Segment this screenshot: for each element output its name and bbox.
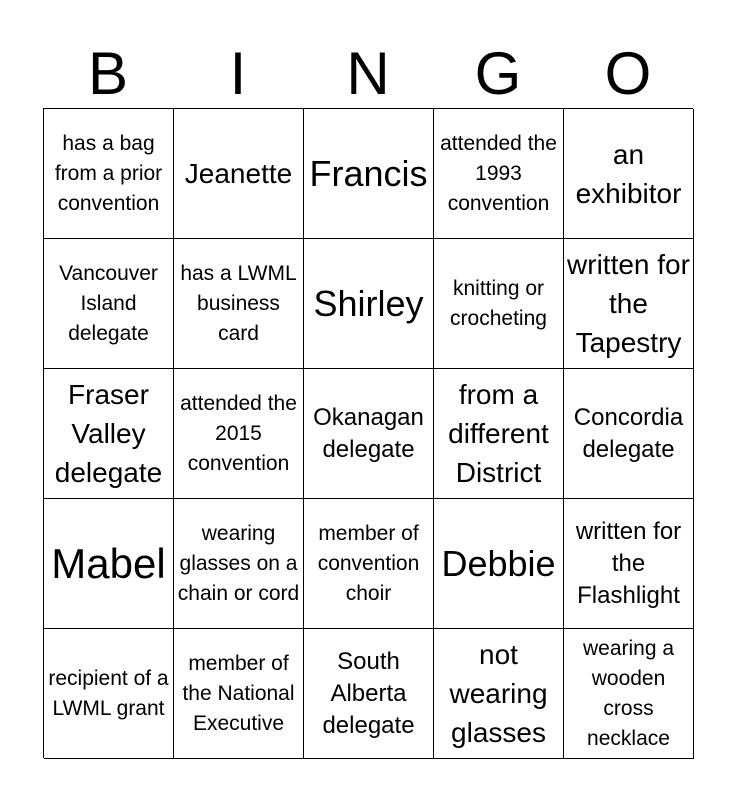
bingo-cell[interactable]: [304, 499, 434, 629]
bingo-cell-text: member of convention choir: [317, 521, 420, 605]
bingo-cell-text: Shirley: [313, 282, 424, 324]
bingo-cell[interactable]: [304, 369, 434, 499]
bingo-cell[interactable]: [564, 629, 694, 759]
bingo-cell-text: has a LWML business card: [180, 261, 297, 345]
bingo-cell-text: Jeanette: [184, 158, 293, 189]
bingo-cell[interactable]: [174, 499, 304, 629]
bingo-cell-text: Mabel: [51, 539, 166, 587]
bingo-cell[interactable]: [564, 499, 694, 629]
bingo-cell-text: Fraser Valley delegate: [54, 379, 163, 488]
bingo-cell-text: Debbie: [441, 542, 556, 584]
bingo-cell[interactable]: [174, 629, 304, 759]
bingo-cell-text: wearing a wooden cross necklace: [582, 636, 675, 750]
bingo-header: [43, 40, 693, 108]
bingo-cell-text: Vancouver Island delegate: [59, 261, 158, 345]
bingo-cell[interactable]: [174, 109, 304, 239]
bingo-cell-text: Concordia delegate: [573, 403, 684, 463]
bingo-cell[interactable]: [304, 629, 434, 759]
bingo-cell[interactable]: [434, 499, 564, 629]
bingo-cell[interactable]: [44, 499, 174, 629]
bingo-cell-text: Okanagan delegate: [313, 403, 424, 463]
bingo-cell[interactable]: [434, 629, 564, 759]
bingo-cell-text: from a different District: [448, 379, 549, 488]
bingo-cell-text: an exhibitor: [575, 138, 682, 209]
header-letter-g: G: [474, 40, 522, 107]
bingo-cell[interactable]: [44, 629, 174, 759]
bingo-board: [43, 108, 693, 758]
bingo-cell[interactable]: [304, 239, 434, 369]
bingo-cell-text: Francis: [309, 152, 428, 194]
bingo-cell[interactable]: [434, 239, 564, 369]
bingo-cell[interactable]: [44, 239, 174, 369]
bingo-cell[interactable]: [564, 109, 694, 239]
bingo-cell-text: South Alberta delegate: [322, 647, 415, 739]
bingo-cell-text: attended the 1993 convention: [440, 131, 557, 215]
bingo-cell[interactable]: [434, 109, 564, 239]
header-letter-i: I: [229, 40, 247, 107]
bingo-cell-text: not wearing glasses: [449, 639, 548, 748]
bingo-cell-text: has a bag from a prior convention: [54, 131, 163, 215]
bingo-cell-text: written for the Tapestry: [567, 249, 690, 358]
bingo-cell[interactable]: [564, 239, 694, 369]
header-letter-o: O: [604, 40, 652, 107]
bingo-cell[interactable]: [304, 109, 434, 239]
header-letter-n: N: [346, 40, 390, 107]
bingo-cell-text: attended the 2015 convention: [180, 391, 297, 475]
bingo-cell[interactable]: [174, 239, 304, 369]
bingo-cell[interactable]: [434, 369, 564, 499]
bingo-cell-text: wearing glasses on a chain or cord: [177, 521, 300, 605]
bingo-cell[interactable]: [44, 369, 174, 499]
bingo-cell-text: written for the Flashlight: [575, 517, 682, 609]
bingo-cell-text: recipient of a LWML grant: [48, 666, 169, 720]
bingo-cell-text: knitting or crocheting: [450, 276, 547, 330]
bingo-cell[interactable]: [564, 369, 694, 499]
bingo-cell[interactable]: [44, 109, 174, 239]
header-letter-b: B: [87, 40, 129, 107]
bingo-cell[interactable]: [174, 369, 304, 499]
bingo-cell-text: member of the National Executive: [182, 651, 295, 735]
